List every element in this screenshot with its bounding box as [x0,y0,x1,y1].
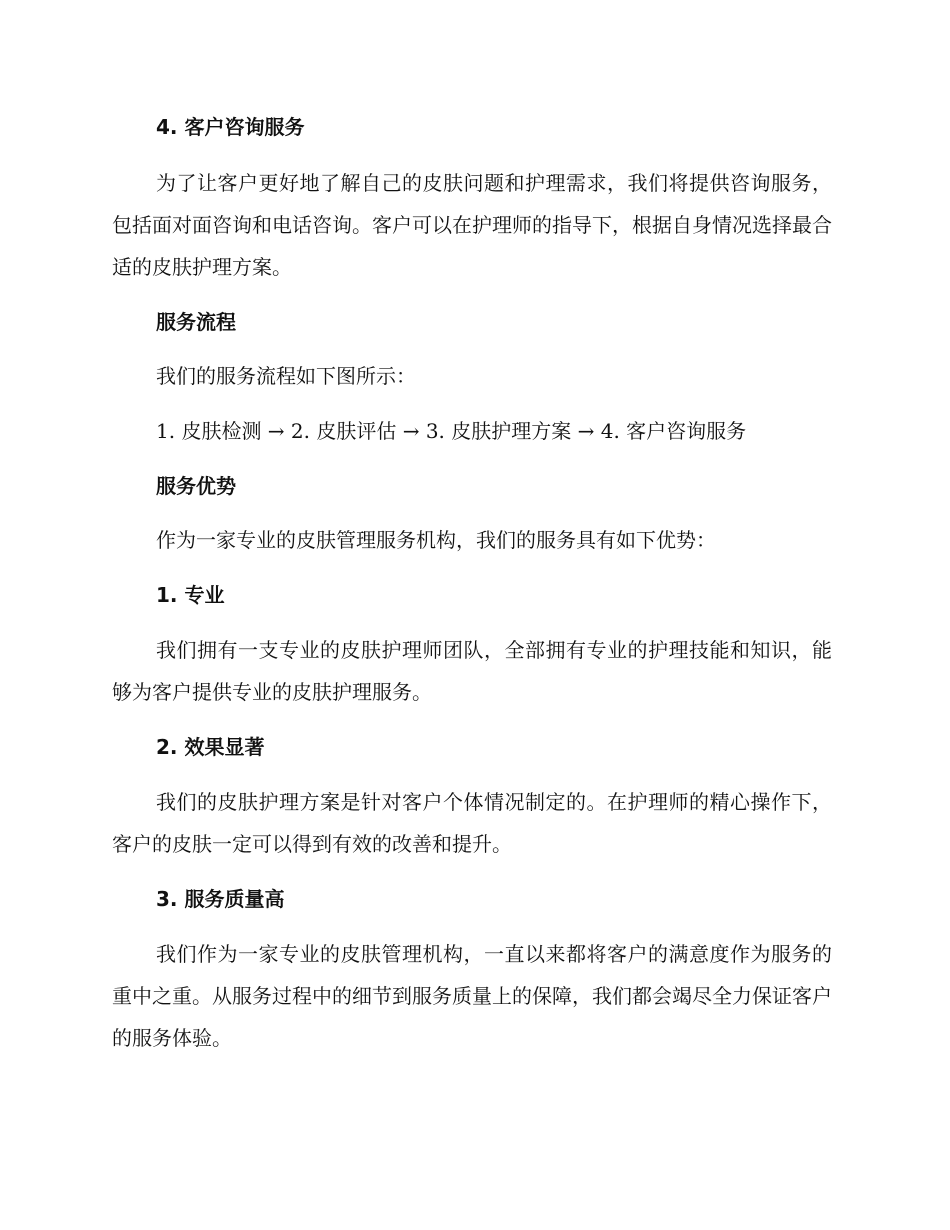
paragraph-flow-steps: 1. 皮肤检测 → 2. 皮肤评估 → 3. 皮肤护理方案 → 4. 客户咨询服务 [156,419,747,443]
advantage-heading-quality: 3. 服务质量高 [156,887,285,911]
advantage-heading-effect: 2. 效果显著 [156,735,265,759]
section-heading-flow: 服务流程 [156,310,236,334]
advantage-heading-professional: 1. 专业 [156,583,225,607]
paragraph-effect: 我们的皮肤护理方案是针对客户个体情况制定的。在护理师的精心操作下，客户的皮肤一定可以得到有效的改善和提升。 [112,790,832,856]
paragraph-quality: 我们作为一家专业的皮肤管理机构，一直以来都将客户的满意度作为服务的重中之重。从服务过程中的细节到服务质量上的保障，我们都会竭尽全力保证客户的服务体验。 [112,942,832,1050]
section-heading-advantages: 服务优势 [156,474,236,498]
section-heading-consult: 4. 客户咨询服务 [156,115,305,139]
paragraph-professional: 我们拥有一支专业的皮肤护理师团队，全部拥有专业的护理技能和知识，能够为客户提供专业的皮肤护理服务。 [112,638,832,704]
paragraph-flow-intro: 我们的服务流程如下图所示： [156,364,416,388]
paragraph-advantages-intro: 作为一家专业的皮肤管理服务机构，我们的服务具有如下优势： [156,528,716,552]
paragraph-consult: 为了让客户更好地了解自己的皮肤问题和护理需求，我们将提供咨询服务，包括面对面咨询和电话咨询。客户可以在护理师的指导下，根据自身情况选择最合适的皮肤护理方案。 [112,171,832,279]
